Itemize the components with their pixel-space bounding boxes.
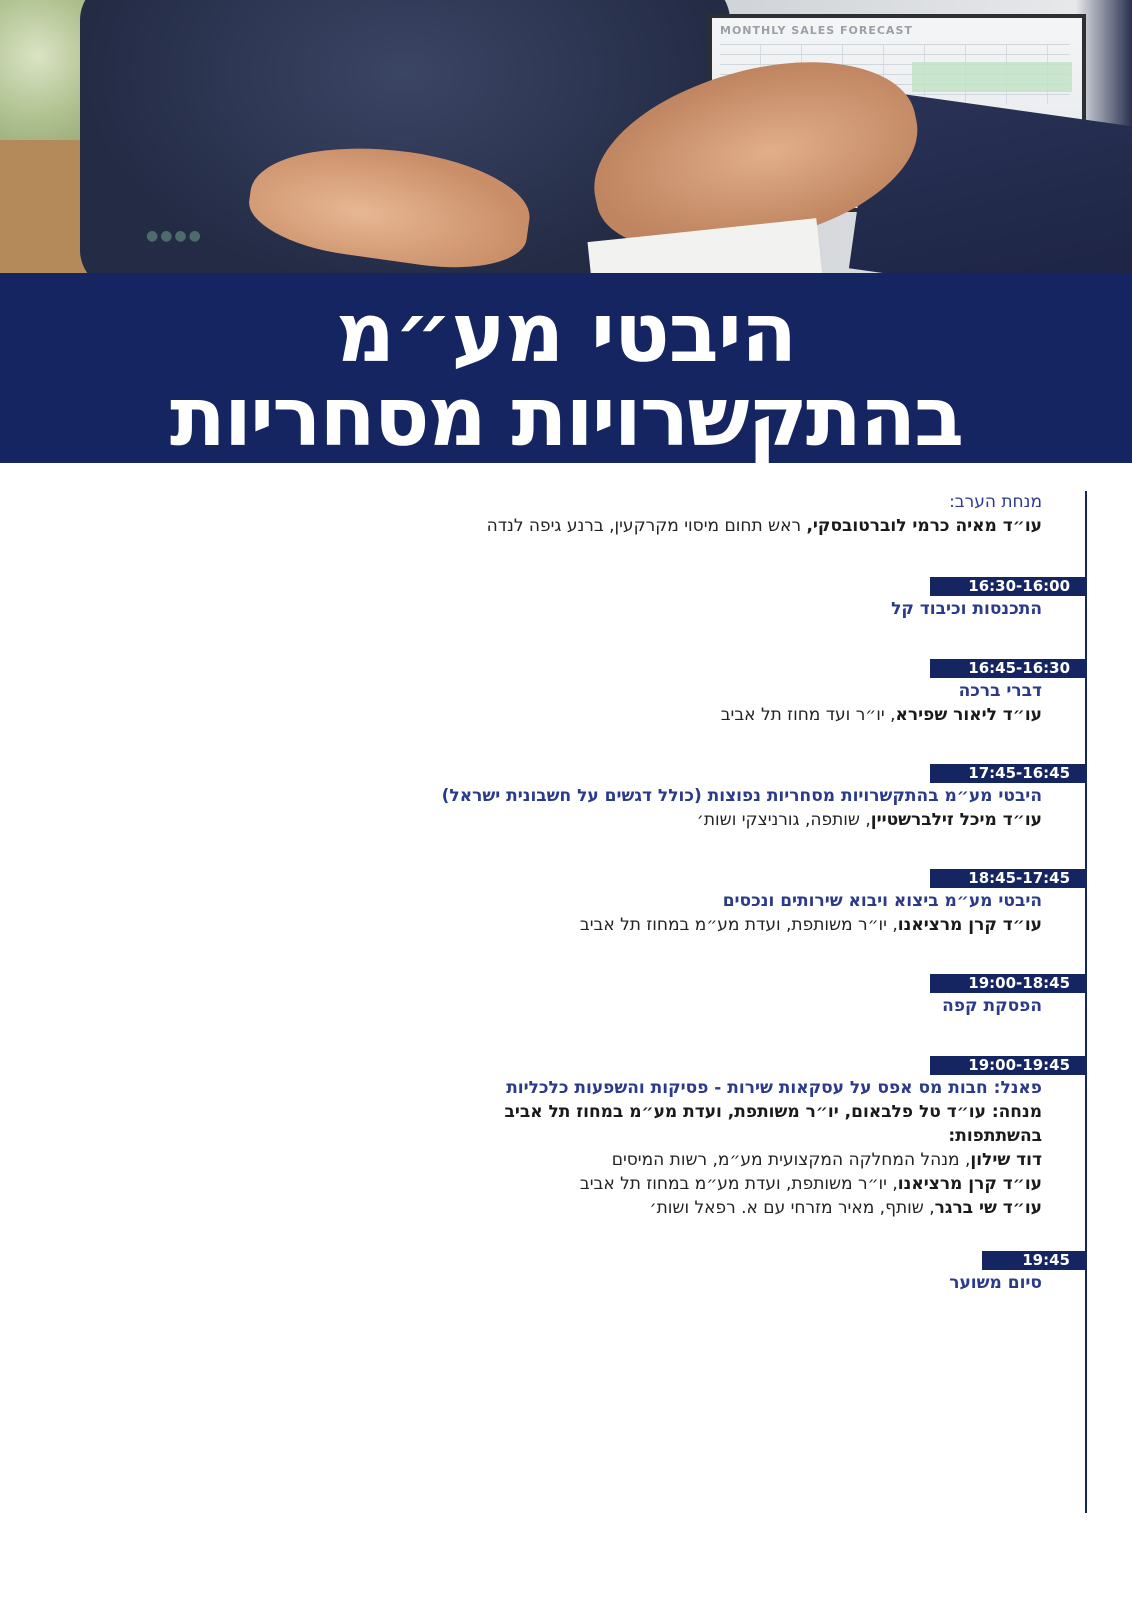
agenda-title: פאנל: חבות מס אפס על עסקאות שירות - פסיקות והשפעות כלכליות — [506, 1078, 1042, 1098]
speaker-line — [697, 810, 1042, 830]
host-line — [487, 516, 1042, 536]
time-badge: 17:45-16:45 — [930, 764, 1085, 783]
page-title-line-2: בהתקשרויות מסחריות — [169, 370, 963, 465]
agenda-title: סיום משוער — [949, 1273, 1042, 1293]
panel-moderator: מנחה: עו״ד טל פלבאום, יו״ר משותפת, ועדת מע״מ במחוז תל אביב — [504, 1102, 1042, 1122]
participant-line — [612, 1150, 1042, 1170]
panel-participants-label: בהשתתפות: — [948, 1126, 1042, 1146]
host-name: עו״ד מאיה כרמי לוברטובסקי, — [806, 516, 1042, 536]
agenda-title: דברי ברכה — [958, 681, 1042, 701]
participant-name: עו״ד שי ברגר — [934, 1198, 1042, 1218]
host-role: ראש תחום מיסוי מקרקעין, ברנע גיפה לנדה — [486, 516, 802, 536]
speaker-role: , יו״ר משותפת, ועדת מע״מ במחוז תל אביב — [579, 915, 898, 935]
host-label: מנחת הערב: — [949, 492, 1042, 512]
time-badge: 19:00-18:45 — [930, 974, 1085, 993]
monitor-title: MONTHLY SALES FORECAST — [720, 24, 913, 37]
time-badge: 16:45-16:30 — [930, 659, 1085, 678]
speaker-line — [580, 915, 1042, 935]
spreadsheet-highlight — [912, 62, 1072, 92]
time-badge: 19:00-19:45 — [930, 1056, 1085, 1075]
speaker-role: , יו״ר ועד מחוז תל אביב — [720, 705, 896, 725]
participant-role: , שותף, מאיר מזרחי עם א. רפאל ושות׳ — [649, 1198, 935, 1218]
participant-name: דוד שילון — [970, 1150, 1042, 1170]
speaker-name: עו״ד ליאור שפירא — [895, 705, 1042, 725]
timeline-rule — [1085, 491, 1087, 1513]
time-badge: 18:45-17:45 — [930, 869, 1085, 888]
participant-name: עו״ד קרן מרציאנו — [897, 1174, 1042, 1194]
participant-line — [580, 1174, 1042, 1194]
participant-line — [650, 1198, 1042, 1218]
page-title-line-1: היבטי מע״מ — [335, 286, 797, 381]
speaker-line — [721, 705, 1042, 725]
agenda-title: התכנסות וכיבוד קל — [891, 599, 1042, 619]
title-banner — [0, 273, 1132, 463]
hero-photo — [0, 0, 1132, 273]
participant-role: , מנהל המחלקה המקצועית מע״מ, רשות המיסים — [611, 1150, 971, 1170]
time-badge: 19:45 — [982, 1251, 1085, 1270]
agenda-title: היבטי מע״מ בהתקשרויות מסחריות נפוצות (כולל דגשים על חשבונית ישראל) — [441, 786, 1042, 806]
speaker-name: עו״ד קרן מרציאנו — [897, 915, 1042, 935]
time-badge: 16:30-16:00 — [930, 577, 1085, 596]
agenda-title: היבטי מע״מ ביצוא ויבוא שירותים ונכסים — [722, 891, 1042, 911]
participant-role: , יו״ר משותפת, ועדת מע״מ במחוז תל אביב — [579, 1174, 898, 1194]
agenda-title: הפסקת קפה — [942, 996, 1042, 1016]
jacket-buttons: ●●●● — [146, 228, 203, 244]
speaker-role: , שותפה, גורניצקי ושות׳ — [696, 810, 871, 830]
speaker-name: עו״ד מיכל זילברשטיין — [870, 810, 1042, 830]
